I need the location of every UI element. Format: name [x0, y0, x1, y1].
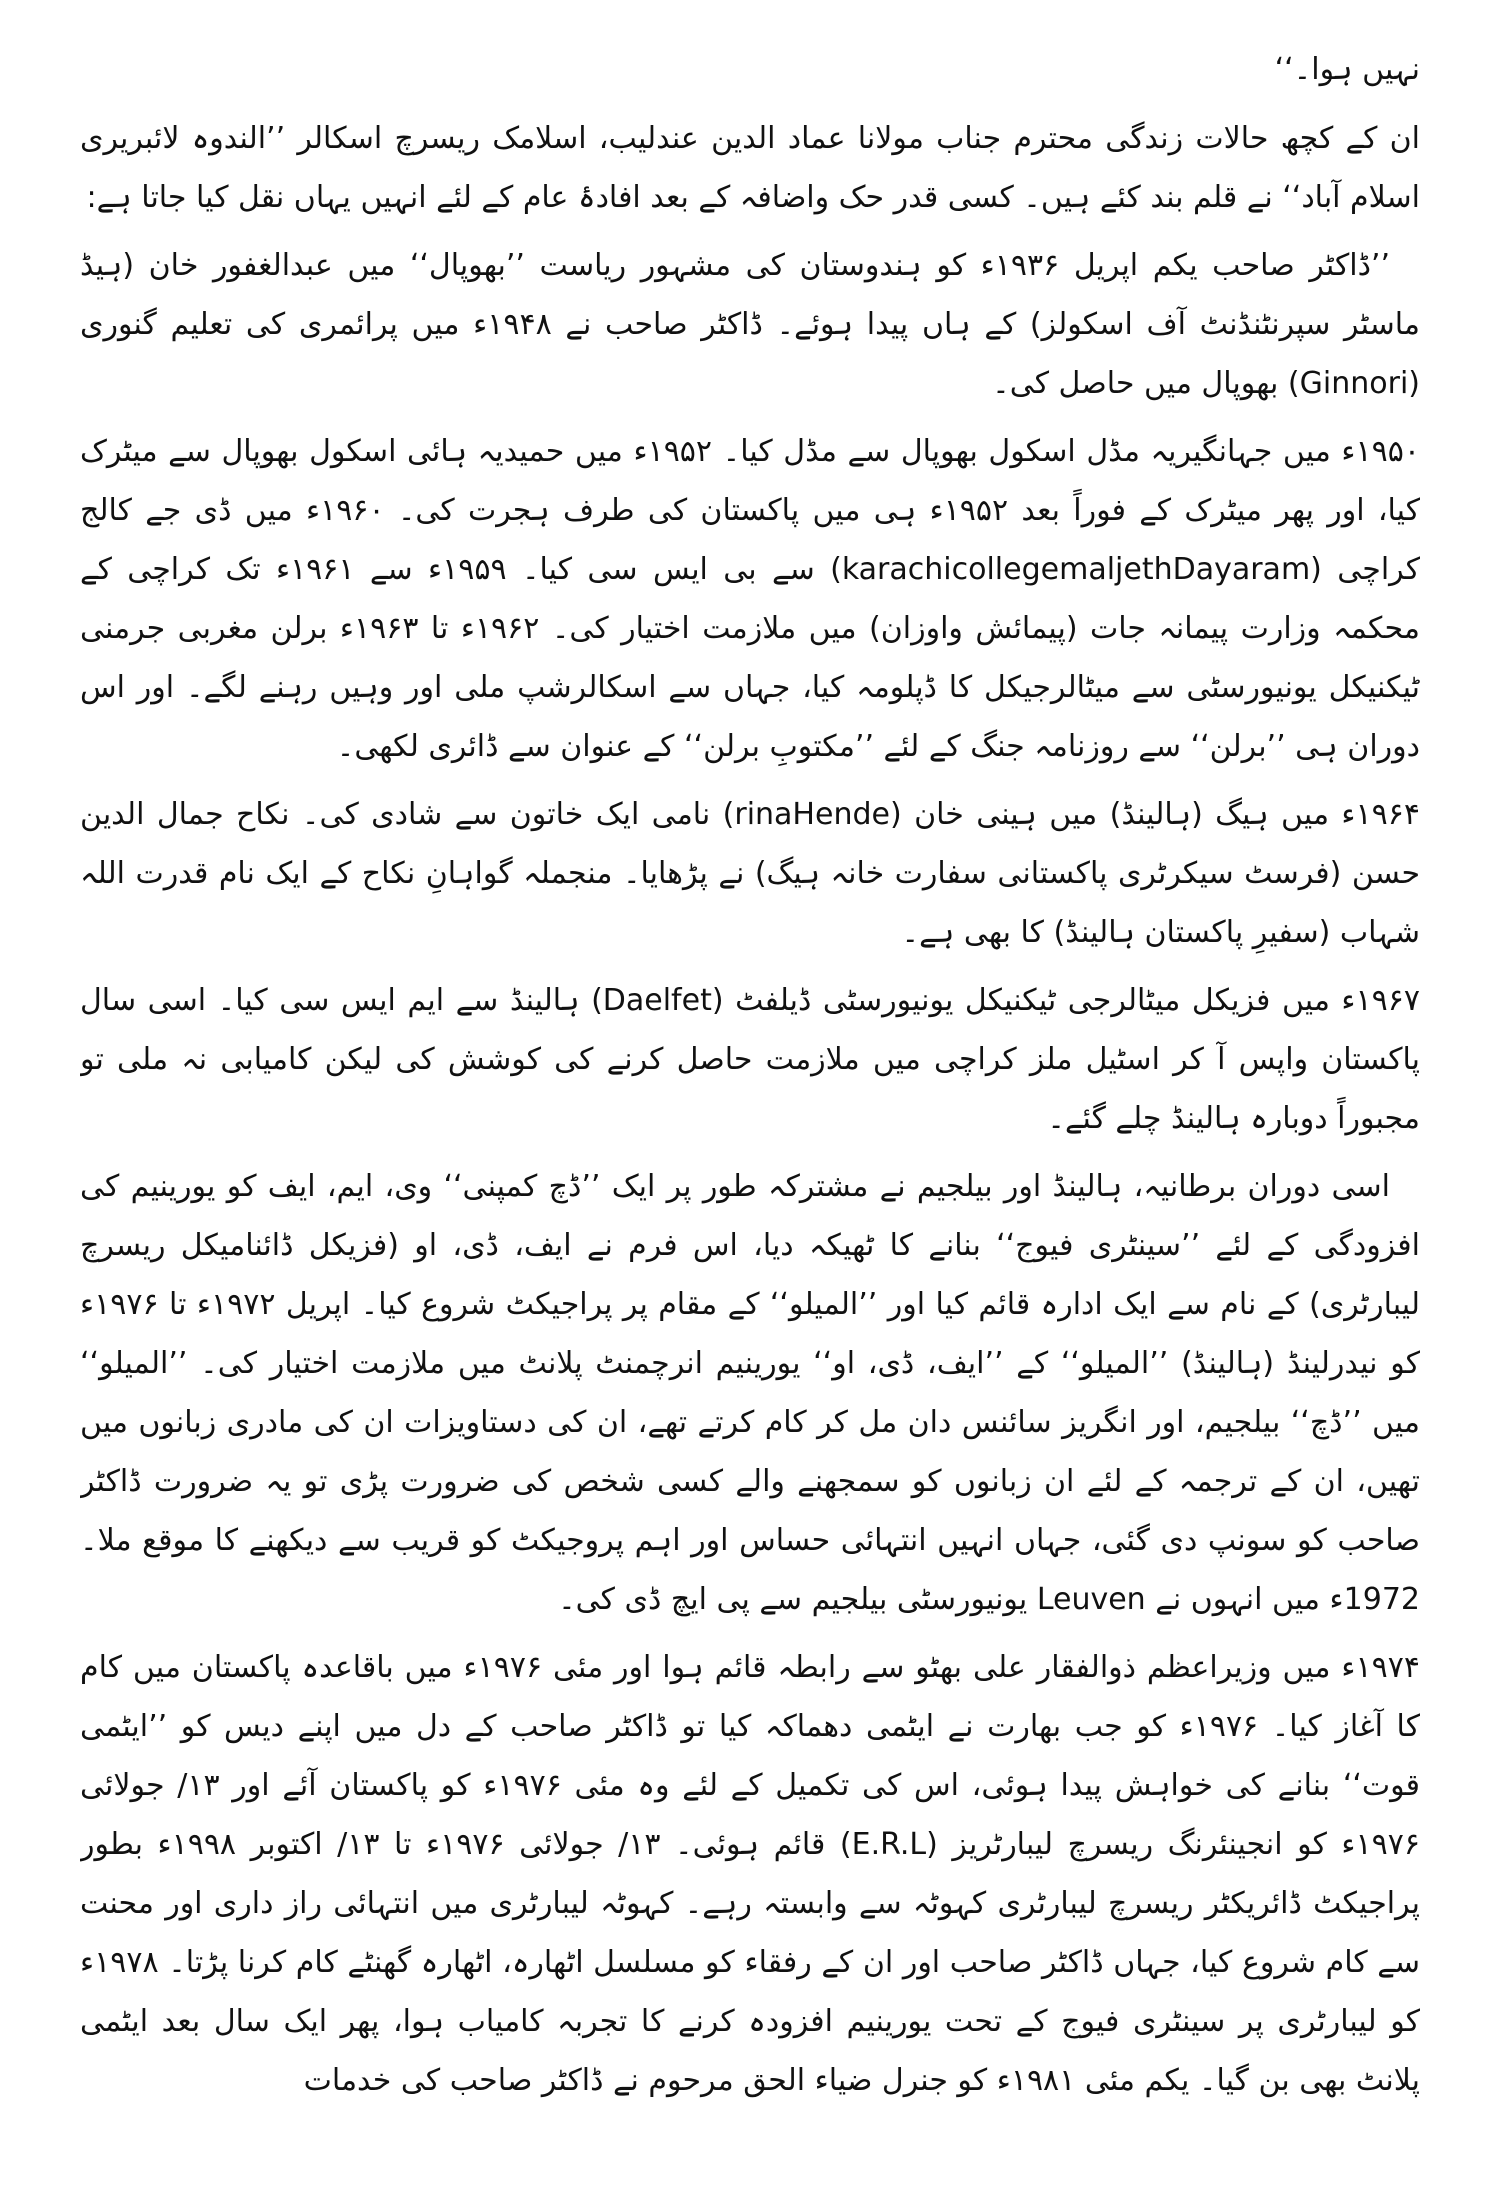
paragraph-intro: ان کے کچھ حالات زندگی محترم جناب مولانا عماد الدین عندلیب، اسلامک ریسرچ اسکالر ’’الندوہ لائبریری اسلام آباد‘‘ نے قلم بند کئے ہیں۔ کسی قدر حک واضافہ کے بعد افادۂ عام کے لئے انہیں یہاں نقل کیا جاتا ہے:: [80, 121, 1420, 215]
paragraph-education: ۱۹۵۰ء میں جہانگیریہ مڈل اسکول بھوپال سے مڈل کیا۔ ۱۹۵۲ء میں حمیدیہ ہائی اسکول بھوپال سے میٹرک کیا، اور پھر میٹرک کے فوراً بعد ۱۹۵۲ء ہی میں پاکستان کی طرف ہجرت کی۔ ۱۹۶۰ء میں ڈی جے کالج کراچی (karachicollegemaljethDayaram) سے بی ایس سی کیا۔ ۱۹۵۹ء سے ۱۹۶۱ء تک کراچی کے محکمہ وزارت پیمانہ جات (پیمائش واوزان) میں ملازمت اختیار کی۔ ۱۹۶۲ء تا ۱۹۶۳ء برلن مغربی جرمنی ٹیکنیکل یونیورسٹی سے میٹالرجیکل کا ڈپلومہ کیا، جہاں سے اسکالرشپ ملی اور وہیں رہنے لگے۔ اور اس دوران ہی ’’برلن‘‘ سے روزنامہ جنگ کے لئے ’’مکتوبِ برلن‘‘ کے عنوان سے ڈائری لکھی۔: [80, 434, 1420, 764]
paragraph-birth: ’’ڈاکٹر صاحب یکم اپریل ۱۹۳۶ء کو ہندوستان کی مشہور ریاست ’’بھوپال‘‘ میں عبدالغفور خان (ہیڈ ماسٹر سپرنٹنڈنٹ آف اسکولز) کے ہاں پیدا ہوئے۔ ڈاکٹر صاحب نے ۱۹۴۸ء میں پرائمری کی تعلیم گنوری (Ginnori) بھوپال میں حاصل کی۔: [80, 248, 1420, 401]
paragraph-continuation: نہیں ہوا۔‘‘: [1274, 52, 1420, 87]
paragraph-almelo: اسی دوران برطانیہ، ہالینڈ اور بیلجیم نے مشترکہ طور پر ایک ’’ڈچ کمپنی‘‘ وی، ایم، ایف کو یورینیم کی افزودگی کے لئے ’’سینٹری فیوج‘‘ بنانے کا ٹھیکہ دیا، اس فرم نے ایف، ڈی، او (فزیکل ڈائنامیکل ریسرچ لیبارٹری) کے نام سے ایک ادارہ قائم کیا اور ’’المیلو‘‘ کے مقام پر پراجیکٹ شروع کیا۔ اپریل ۱۹۷۲ء تا ۱۹۷۶ء کو نیدرلینڈ (ہالینڈ) ’’المیلو‘‘ کے ’’ایف، ڈی، او‘‘ یورینیم انرچمنٹ پلانٹ میں ملازمت اختیار کی۔ ’’المیلو‘‘ میں ’’ڈچ‘‘ بیلجیم، اور انگریز سائنس دان مل کر کام کرتے تھے، ان کی دستاویزات ان کی مادری زبانوں میں تھیں، ان کے ترجمہ کے لئے ان زبانوں کو سمجھنے والے کسی شخص کی ضرورت پڑی تو یہ ضرورت ڈاکٹر صاحب کو سونپ دی گئی، جہاں انہیں انتہائی حساس اور اہم پروجیکٹ کو قریب سے دیکھنے کا موقع ملا۔ 1972ء میں انہوں نے Leuven یونیورسٹی بیلجیم سے پی ایچ ڈی کی۔: [80, 1169, 1420, 1617]
paragraph-kahuta: ۱۹۷۴ء میں وزیراعظم ذوالفقار علی بھٹو سے رابطہ قائم ہوا اور مئی ۱۹۷۶ء میں باقاعدہ پاکستان میں کام کا آغاز کیا۔ ۱۹۷۶ء کو جب بھارت نے ایٹمی دھماکہ کیا تو ڈاکٹر صاحب کے دل میں اپنے دیس کو ’’ایٹمی قوت‘‘ بنانے کی خواہش پیدا ہوئی، اس کی تکمیل کے لئے وہ مئی ۱۹۷۶ء کو پاکستان آئے اور ۱۳/ جولائی ۱۹۷۶ء کو انجینئرنگ ریسرچ لیبارٹریز (E.R.L) قائم ہوئی۔ ۱۳/ جولائی ۱۹۷۶ء تا ۱۳/ اکتوبر ۱۹۹۸ء بطور پراجیکٹ ڈائریکٹر ریسرچ لیبارٹری کہوٹہ سے وابستہ رہے۔ کہوٹہ لیبارٹری میں انتہائی راز داری اور محنت سے کام شروع کیا، جہاں ڈاکٹر صاحب اور ان کے رفقاء کو مسلسل اٹھارہ، اٹھارہ گھنٹے کام کرنا پڑتا۔ ۱۹۷۸ء کو لیبارٹری پر سینٹری فیوج کے تحت یورینیم افزودہ کرنے کا تجربہ کامیاب ہوا، پھر ایک سال بعد ایٹمی پلانٹ بھی بن گیا۔ یکم مئی ۱۹۸۱ء کو جنرل ضیاء الحق مرحوم نے ڈاکٹر صاحب کی خدمات: [80, 1650, 1420, 2098]
paragraph-marriage: ۱۹۶۴ء میں ہیگ (ہالینڈ) میں ہینی خان (rinaHende) نامی ایک خاتون سے شادی کی۔ نکاح جمال الدین حسن (فرسٹ سیکرٹری پاکستانی سفارت خانہ ہیگ) نے پڑھایا۔ منجملہ گواہانِ نکاح کے ایک نام قدرت اللہ شہاب (سفیرِ پاکستان ہالینڈ) کا بھی ہے۔: [80, 797, 1420, 950]
document-page: [80, 40, 1420, 2160]
paragraph-msc: ۱۹۶۷ء میں فزیکل میٹالرجی ٹیکنیکل یونیورسٹی ڈیلفٹ (Daelfet) ہالینڈ سے ایم ایس سی کیا۔ اسی سال پاکستان واپس آ کر اسٹیل ملز کراچی میں ملازمت حاصل کرنے کی کوشش کی لیکن کامیابی نہ ملی تو مجبوراً دوبارہ ہالینڈ چلے گئے۔: [80, 983, 1420, 1136]
